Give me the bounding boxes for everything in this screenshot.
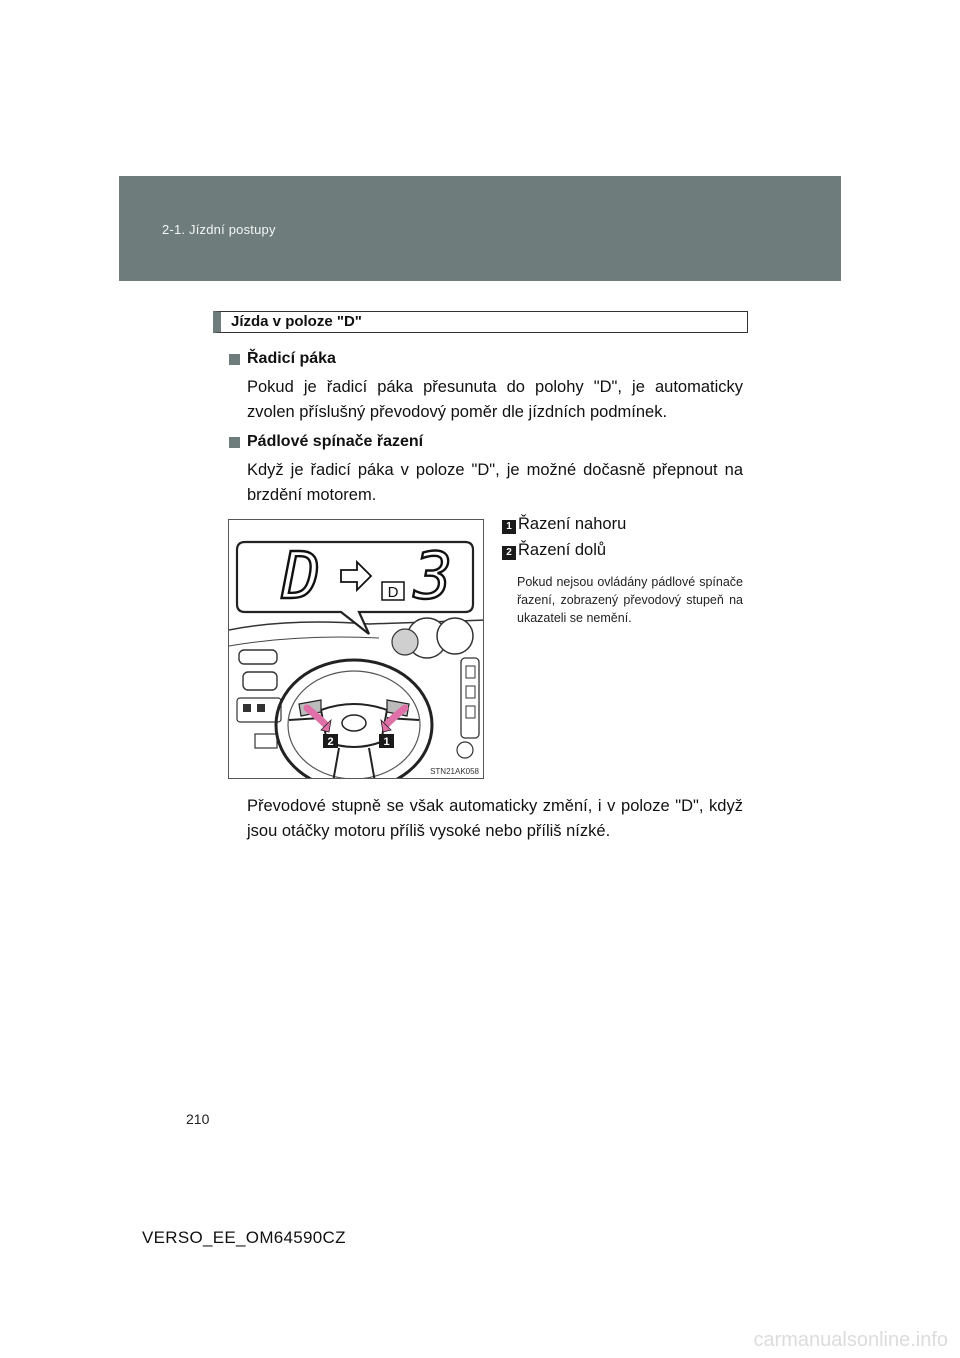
callout-1-text: 1 (383, 736, 390, 748)
square-bullet-icon (229, 437, 240, 448)
figure-code: STN21AK058 (430, 767, 479, 776)
header-band (119, 176, 841, 281)
section-title: Jízda v poloze "D" (231, 313, 362, 330)
chapter-label: 2-1. Jízdní postupy (162, 222, 276, 237)
square-bullet-icon (229, 354, 240, 365)
legend-label-upshift: Řazení nahoru (518, 515, 627, 533)
page-number: 210 (186, 1111, 210, 1127)
item-heading-paddle-switches: Pádlové spínače řazení (247, 433, 424, 450)
callout-2-text: 2 (327, 736, 334, 748)
item-text-shift-lever: Pokud je řadicí páka přesunuta do polohy "D", je automaticky zvolen příslušný převodový poměr dle jízdních podmínek. (247, 378, 743, 421)
legend-badge-2: 2 (502, 546, 516, 560)
display-gear-number: 3 (413, 540, 453, 614)
after-figure-text: Převodové stupně se však automaticky změní, i v poloze "D", když jsou otáčky motoru příliš vysoké nebo příliš nízké. (247, 797, 743, 840)
item-heading-shift-lever: Řadicí páka (247, 350, 336, 367)
watermark: carmanualsonline.info (753, 1329, 948, 1351)
section-title-box (213, 311, 748, 333)
paddle-shift-illustration (228, 519, 484, 779)
item-text-paddle-switches: Když je řadicí páka v poloze "D", je možné dočasně přepnout na brzdění motorem. (247, 461, 743, 504)
document-code: VERSO_EE_OM64590CZ (142, 1228, 346, 1247)
paddle-note: Pokud nejsou ovládány pádlové spínače řazení, zobrazený převodový stupeň na ukazateli se nemění. (517, 575, 743, 625)
display-current-position: D (281, 540, 321, 614)
display-mode-indicator: D (387, 584, 399, 601)
steering-wheel-illustration (229, 520, 484, 779)
legend-badge-1: 1 (502, 520, 516, 534)
legend-label-downshift: Řazení dolů (518, 541, 607, 559)
